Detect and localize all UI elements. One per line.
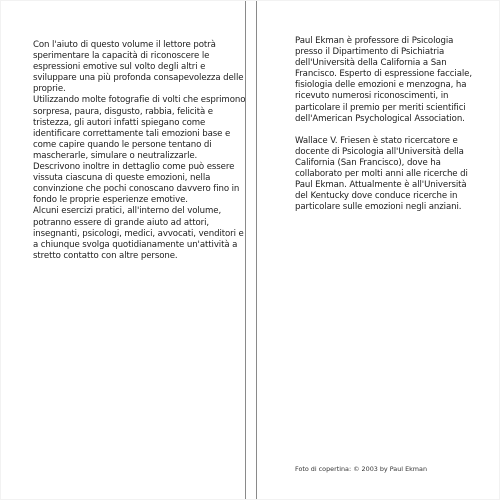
right-page-text — [295, 36, 480, 213]
author-bio-friesen: Wallace V. Friesen è stato ricercatore e docente di Psicologia all'Università della California (San Francisco), dove ha collaborato per molti anni alle ricerche di Paul Ekman. Attualmente è all'Università del Kentucky dove conduce ricerche in particolare sulle emozioni negli anziani. — [295, 135, 468, 213]
left-page-text — [33, 40, 248, 262]
paragraph-intro: Con l'aiuto di questo volume il lettore potrà sperimentare la capacità di riconoscere le espressioni emotive sul volto degli altri e sviluppare una più profonda consapevolezza delle proprie. — [33, 40, 244, 95]
paragraph-emotions: Descrivono inoltre in dettaglio come può essere vissuta ciascuna di queste emozioni, nella convinzione che pochi conoscano davvero fino in fondo le proprie esperienze emotive. — [33, 162, 240, 206]
fold-line-right — [256, 0, 257, 500]
photo-credit: Foto di copertina: © 2003 by Paul Ekman — [295, 465, 427, 473]
author-bio-ekman: Paul Ekman è professore di Psicologia presso il Dipartimento di Psichiatria dell'Università della California a San Francisco. Esperto di espressione facciale, fisiologia delle emozioni e menzogna, ha ricevuto numerosi riconoscimenti, in particolare il premio per meriti scientifici dell'American Psychological Association. — [295, 36, 472, 124]
spacer — [295, 125, 480, 136]
paragraph-exercises: Alcuni esercizi pratici, all'interno del volume, potranno essere di grande aiuto ad attori, insegnanti, psicologi, medici, avvocati, venditori e a chiunque svolga quotidianamente un'attività a stretto contatto con altre persone. — [33, 206, 244, 261]
paragraph-photos: Utilizzando molte fotografie di volti che esprimono sorpresa, paura, disgusto, rabbia, felicità e tristezza, gli autori infatti spiegano come identificare correttamente tali emozioni base e come capire quando le persone tentano di mascherarle, simulare o neutralizzarle. — [33, 95, 246, 161]
